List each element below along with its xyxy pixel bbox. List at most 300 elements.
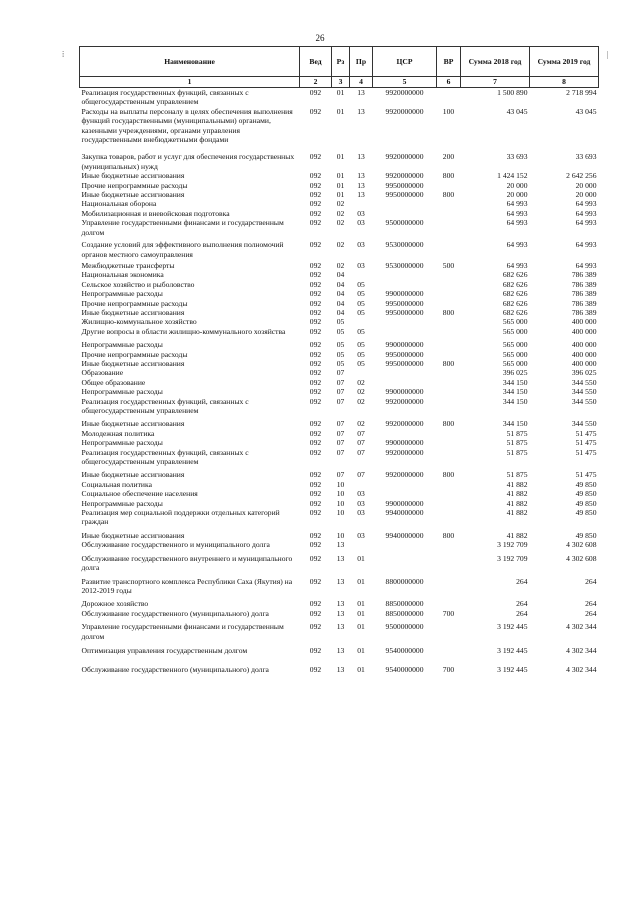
row-sum-2018: 344 150 — [502, 419, 528, 429]
row-rz: 01 — [336, 152, 345, 162]
row-csr — [373, 317, 437, 326]
row-sum-2019: 400 000 — [571, 349, 597, 359]
row-sum-2018: 64 993 — [506, 208, 528, 218]
row-vr — [437, 554, 461, 577]
row-ved: 092 — [309, 260, 322, 270]
table-row — [80, 280, 599, 289]
row-rz: 07 — [336, 387, 345, 397]
row-name: Управление государственными финансами и государственным долгом — [81, 218, 284, 237]
row-csr — [373, 480, 437, 489]
row-csr: 9920000000 — [385, 396, 424, 406]
row-ved: 092 — [309, 279, 322, 289]
row-vr — [437, 218, 461, 240]
column-number: 5 — [373, 77, 437, 88]
row-vr — [437, 540, 461, 553]
row-sum-2018: 344 150 — [502, 377, 528, 387]
row-name: Расходы на выплаты персоналу в целях обеспечения выполнения функций государственными (муниципальными) органами, казенными учреждениями, органами управления государственными внебюджетными фондами — [81, 106, 293, 145]
row-csr: 9900000000 — [385, 289, 424, 299]
row-name: Реализация государственных функций, связанных с общегосударственным управлением — [81, 88, 249, 107]
row-sum-2019: 64 993 — [575, 208, 597, 218]
table-row — [80, 88, 599, 107]
row-rz: 13 — [336, 622, 345, 632]
row-rz: 13 — [336, 599, 345, 609]
row-pr: 13 — [357, 180, 365, 190]
table-row — [80, 429, 599, 438]
row-pr: 02 — [357, 419, 365, 429]
row-vr — [437, 499, 461, 508]
row-ved: 092 — [309, 199, 322, 209]
row-ved: 092 — [309, 428, 322, 438]
table-row — [80, 378, 599, 387]
row-pr: 01 — [357, 622, 365, 632]
row-vr: 800 — [442, 171, 455, 181]
row-sum-2019: 786 389 — [571, 289, 597, 299]
table-row — [80, 317, 599, 326]
table-row — [80, 540, 599, 553]
row-ved: 092 — [309, 599, 322, 609]
row-name: Оптимизация управления государственным долгом — [81, 645, 248, 655]
row-vr — [437, 240, 461, 261]
row-ved: 092 — [309, 479, 322, 489]
table-row — [80, 577, 599, 600]
column-number: 7 — [461, 77, 530, 88]
row-pr: 13 — [357, 190, 365, 200]
row-csr: 8850000000 — [385, 599, 424, 609]
row-rz: 05 — [336, 340, 345, 350]
row-name: Социальная политика — [81, 479, 152, 489]
row-csr: 9540000000 — [385, 645, 424, 655]
row-vr: 800 — [442, 190, 455, 200]
row-csr: 9950000000 — [385, 307, 424, 317]
row-name: Прочие непрограммные расходы — [81, 180, 188, 190]
row-ved: 092 — [309, 208, 322, 218]
row-ved: 092 — [309, 508, 322, 518]
row-ved: 092 — [309, 540, 322, 550]
row-name: Непрограммные расходы — [81, 289, 163, 299]
row-ved: 092 — [309, 419, 322, 429]
row-sum-2018: 264 — [516, 608, 528, 618]
row-vr: 200 — [442, 152, 455, 162]
row-vr — [437, 480, 461, 489]
row-sum-2019: 4 302 608 — [566, 540, 597, 550]
row-csr — [373, 489, 437, 498]
table-row — [80, 152, 599, 171]
row-rz: 04 — [336, 279, 345, 289]
row-csr — [373, 368, 437, 377]
row-sum-2018: 51 875 — [506, 428, 528, 438]
row-vr — [437, 438, 461, 447]
row-pr: 03 — [357, 218, 365, 228]
table-row — [80, 190, 599, 199]
row-rz: 02 — [336, 218, 345, 228]
row-csr: 9900000000 — [385, 340, 424, 350]
row-sum-2018: 64 993 — [506, 218, 528, 228]
row-ved: 092 — [309, 645, 322, 655]
row-name: Иные бюджетные ассигнования — [81, 419, 185, 429]
row-vr — [437, 577, 461, 600]
row-ved: 092 — [309, 317, 322, 327]
row-rz: 07 — [336, 419, 345, 429]
row-rz: 07 — [336, 428, 345, 438]
row-sum-2018: 344 150 — [502, 396, 528, 406]
row-pr: 05 — [357, 279, 365, 289]
table-row — [80, 646, 599, 665]
row-csr: 8800000000 — [385, 576, 424, 586]
row-sum-2018: 565 000 — [502, 326, 528, 336]
row-sum-2019: 49 850 — [575, 479, 597, 489]
row-sum-2018: 41 882 — [506, 479, 528, 489]
row-sum-2018: 1 500 890 — [497, 88, 528, 97]
row-rz: 07 — [336, 396, 345, 406]
row-rz: 10 — [336, 479, 345, 489]
row-csr: 9500000000 — [385, 622, 424, 632]
column-number: 2 — [300, 77, 332, 88]
table-row — [80, 218, 599, 240]
row-name: Иные бюджетные ассигнования — [81, 470, 185, 480]
row-sum-2018: 64 993 — [506, 240, 528, 250]
row-sum-2019: 51 475 — [575, 470, 597, 480]
row-vr — [437, 429, 461, 438]
row-sum-2018: 51 875 — [506, 447, 528, 457]
table-row — [80, 531, 599, 540]
table-body — [80, 88, 599, 675]
row-csr: 9540000000 — [385, 665, 424, 675]
table-row — [80, 387, 599, 396]
row-sum-2019: 33 693 — [575, 152, 597, 162]
row-rz: 04 — [336, 270, 345, 280]
row-sum-2019: 264 — [585, 599, 597, 609]
table-row — [80, 489, 599, 498]
row-pr: 05 — [357, 298, 365, 308]
row-ved: 092 — [309, 298, 322, 308]
row-vr — [437, 378, 461, 387]
table-row — [80, 480, 599, 489]
row-sum-2018: 64 993 — [506, 260, 528, 270]
column-number: 8 — [530, 77, 599, 88]
budget-table — [79, 46, 599, 675]
row-csr: 9900000000 — [385, 438, 424, 448]
column-header: ВР — [437, 47, 461, 77]
row-sum-2019: 49 850 — [575, 498, 597, 508]
row-sum-2019: 51 475 — [575, 447, 597, 457]
row-csr: 9940000000 — [385, 530, 424, 540]
row-ved: 092 — [309, 608, 322, 618]
row-csr — [373, 378, 437, 387]
row-ved: 092 — [309, 289, 322, 299]
row-pr: 05 — [357, 340, 365, 350]
row-vr — [437, 448, 461, 471]
row-pr — [350, 317, 373, 326]
row-name: Общее образование — [81, 377, 146, 387]
column-header: Вед — [300, 47, 332, 77]
row-ved: 092 — [309, 553, 322, 563]
row-rz: 01 — [336, 180, 345, 190]
row-sum-2019: 4 302 608 — [566, 553, 597, 563]
row-rz: 04 — [336, 289, 345, 299]
row-vr — [437, 289, 461, 298]
row-csr: 9950000000 — [385, 349, 424, 359]
row-sum-2018: 682 626 — [502, 279, 528, 289]
row-rz: 01 — [336, 88, 345, 97]
table-row — [80, 327, 599, 340]
row-rz: 13 — [336, 540, 345, 550]
row-pr: 01 — [357, 645, 365, 655]
row-ved: 092 — [309, 377, 322, 387]
row-sum-2019: 264 — [585, 608, 597, 618]
row-sum-2018: 33 693 — [506, 152, 528, 162]
row-name: Жилищно-коммунальное хозяйство — [81, 317, 197, 327]
row-sum-2019: 400 000 — [571, 358, 597, 368]
row-rz: 01 — [336, 106, 345, 116]
row-vr — [437, 327, 461, 340]
row-vr — [437, 622, 461, 646]
row-ved: 092 — [309, 396, 322, 406]
row-rz: 07 — [336, 368, 345, 378]
row-pr: 01 — [357, 608, 365, 618]
row-vr — [437, 387, 461, 396]
row-sum-2018: 3 192 709 — [497, 540, 528, 550]
row-sum-2018: 41 882 — [506, 508, 528, 518]
row-csr: 9530000000 — [385, 260, 424, 270]
row-ved: 092 — [309, 368, 322, 378]
row-pr — [350, 199, 373, 208]
row-name: Непрограммные расходы — [81, 387, 163, 397]
row-sum-2018: 20 000 — [506, 180, 528, 190]
table-row — [80, 209, 599, 218]
table-row — [80, 448, 599, 471]
row-csr: 9950000000 — [385, 190, 424, 200]
column-number-row — [80, 77, 599, 88]
scan-mark: | — [607, 50, 609, 59]
row-sum-2019: 4 302 344 — [566, 645, 597, 655]
table-row — [80, 107, 599, 153]
row-pr: 05 — [357, 326, 365, 336]
row-pr: 02 — [357, 387, 365, 397]
row-rz: 05 — [336, 358, 345, 368]
row-pr: 13 — [357, 152, 365, 162]
row-rz: 01 — [336, 171, 345, 181]
row-name: Прочие непрограммные расходы — [81, 349, 188, 359]
row-sum-2019: 49 850 — [575, 508, 597, 518]
row-vr — [437, 368, 461, 377]
row-vr — [437, 270, 461, 279]
row-name: Дорожное хозяйство — [81, 599, 149, 609]
row-rz: 01 — [336, 190, 345, 200]
row-pr: 01 — [357, 553, 365, 563]
row-rz: 04 — [336, 298, 345, 308]
column-header: Наименование — [80, 47, 300, 77]
row-sum-2018: 3 192 445 — [497, 645, 528, 655]
row-name: Национальная оборона — [81, 199, 157, 209]
row-ved: 092 — [309, 152, 322, 162]
row-sum-2018: 565 000 — [502, 358, 528, 368]
row-vr — [437, 646, 461, 665]
row-name: Иные бюджетные ассигнования — [81, 190, 185, 200]
row-rz: 13 — [336, 553, 345, 563]
row-pr: 05 — [357, 307, 365, 317]
row-name: Образование — [81, 368, 124, 378]
row-name: Непрограммные расходы — [81, 498, 163, 508]
row-vr — [437, 280, 461, 289]
row-sum-2019: 51 475 — [575, 438, 597, 448]
row-name: Социальное обеспечение населения — [81, 489, 198, 499]
row-sum-2019: 344 550 — [571, 377, 597, 387]
row-name: Управление государственными финансами и государственным долгом — [81, 622, 284, 641]
table-row — [80, 171, 599, 180]
row-csr: 9900000000 — [385, 498, 424, 508]
row-sum-2018: 264 — [516, 576, 528, 586]
row-rz: 10 — [336, 498, 345, 508]
row-csr — [373, 540, 437, 553]
row-rz: 10 — [336, 508, 345, 518]
row-name: Обслуживание государственного и муниципального долга — [81, 540, 270, 550]
row-csr — [373, 280, 437, 289]
row-name: Реализация государственных функций, связанных с общегосударственным управлением — [81, 447, 249, 467]
row-vr — [437, 199, 461, 208]
row-csr: 9950000000 — [385, 180, 424, 190]
table-row — [80, 397, 599, 420]
row-sum-2019: 786 389 — [571, 298, 597, 308]
row-sum-2018: 1 424 152 — [497, 171, 528, 181]
row-sum-2018: 51 875 — [506, 470, 528, 480]
row-name: Другие вопросы в области жилищно-коммунального хозяйства — [81, 326, 286, 336]
row-vr: 800 — [442, 307, 455, 317]
row-sum-2019: 786 389 — [571, 279, 597, 289]
row-rz: 13 — [336, 576, 345, 586]
row-sum-2019: 400 000 — [571, 326, 597, 336]
row-ved: 092 — [309, 665, 322, 675]
table-row — [80, 289, 599, 298]
row-pr: 05 — [357, 289, 365, 299]
row-ved: 092 — [309, 530, 322, 540]
row-sum-2019: 20 000 — [575, 180, 597, 190]
table-row — [80, 622, 599, 646]
row-name: Прочие непрограммные расходы — [81, 298, 188, 308]
row-name: Иные бюджетные ассигнования — [81, 171, 185, 181]
row-pr: 03 — [357, 508, 365, 518]
table-row — [80, 359, 599, 368]
row-ved: 092 — [309, 340, 322, 350]
row-csr: 9530000000 — [385, 240, 424, 250]
row-pr: 13 — [357, 106, 365, 116]
row-ved: 092 — [309, 438, 322, 448]
row-sum-2018: 64 993 — [506, 199, 528, 209]
row-rz: 02 — [336, 260, 345, 270]
table-row — [80, 270, 599, 279]
row-pr — [350, 540, 373, 553]
table-row — [80, 299, 599, 308]
row-name: Реализация государственных функций, связанных с общегосударственным управлением — [81, 396, 249, 415]
row-csr: 9950000000 — [385, 298, 424, 308]
column-number: 1 — [80, 77, 300, 88]
table-row — [80, 470, 599, 479]
row-sum-2018: 41 882 — [506, 489, 528, 499]
row-ved: 092 — [309, 498, 322, 508]
row-pr: 07 — [357, 428, 365, 438]
row-csr: 9920000000 — [385, 171, 424, 181]
row-name: Создание условий для эффективного выполнения полномочий органов местного самоуправления — [81, 240, 284, 259]
row-name: Непрограммные расходы — [81, 438, 163, 448]
row-pr: 03 — [357, 530, 365, 540]
row-name: Реализация мер социальной поддержки отдельных категорий граждан — [81, 508, 280, 527]
row-rz: 02 — [336, 199, 345, 209]
table-row — [80, 665, 599, 674]
row-sum-2019: 64 993 — [575, 260, 597, 270]
row-vr — [437, 209, 461, 218]
row-sum-2018: 51 875 — [506, 438, 528, 448]
row-ved: 092 — [309, 240, 322, 250]
row-ved: 092 — [309, 88, 322, 97]
row-csr: 9950000000 — [385, 358, 424, 368]
row-vr — [437, 599, 461, 608]
row-vr — [437, 340, 461, 349]
row-csr: 9920000000 — [385, 152, 424, 162]
row-pr: 01 — [357, 599, 365, 609]
row-sum-2018: 682 626 — [502, 298, 528, 308]
row-csr: 9940000000 — [385, 508, 424, 518]
row-vr: 700 — [442, 665, 455, 675]
row-rz: 02 — [336, 240, 345, 250]
row-name: Иные бюджетные ассигнования — [81, 358, 185, 368]
row-ved: 092 — [309, 622, 322, 632]
row-pr: 13 — [357, 88, 365, 97]
row-rz: 13 — [336, 645, 345, 655]
row-sum-2019: 400 000 — [571, 340, 597, 350]
row-sum-2019: 344 550 — [571, 396, 597, 406]
row-csr: 9920000000 — [385, 106, 424, 116]
table-row — [80, 508, 599, 531]
row-sum-2019: 20 000 — [575, 190, 597, 200]
row-ved: 092 — [309, 171, 322, 181]
row-pr: 03 — [357, 489, 365, 499]
table-row — [80, 609, 599, 622]
table-row — [80, 340, 599, 349]
row-sum-2019: 49 850 — [575, 489, 597, 499]
row-pr: 01 — [357, 576, 365, 586]
row-ved: 092 — [309, 270, 322, 280]
row-sum-2019: 64 993 — [575, 218, 597, 228]
row-sum-2019: 786 389 — [571, 270, 597, 280]
column-header: Пр — [350, 47, 373, 77]
table-row — [80, 181, 599, 190]
row-rz: 04 — [336, 307, 345, 317]
row-csr: 9500000000 — [385, 218, 424, 228]
row-vr — [437, 317, 461, 326]
row-vr — [437, 489, 461, 498]
row-name: Обслуживание государственного (муниципального) долга — [81, 665, 269, 675]
row-sum-2018: 264 — [516, 599, 528, 609]
column-number: 3 — [332, 77, 350, 88]
row-ved: 092 — [309, 447, 322, 457]
row-sum-2019: 51 475 — [575, 428, 597, 438]
row-pr: 03 — [357, 260, 365, 270]
row-sum-2019: 400 000 — [571, 317, 597, 327]
column-header: ЦСР — [373, 47, 437, 77]
column-header: Сумма 2019 год — [530, 47, 599, 77]
row-name: Обслуживание государственного внутреннего и муниципального долга — [81, 553, 293, 573]
row-vr: 800 — [442, 419, 455, 429]
row-csr: 9920000000 — [385, 419, 424, 429]
row-sum-2018: 396 025 — [502, 368, 528, 378]
row-rz: 10 — [336, 489, 345, 499]
row-pr: 05 — [357, 358, 365, 368]
row-sum-2018: 565 000 — [502, 340, 528, 350]
row-name: Национальная экономика — [81, 270, 164, 280]
row-name: Мобилизационная и вневойсковая подготовка — [81, 208, 230, 218]
row-sum-2018: 43 045 — [506, 106, 528, 116]
row-csr: 8850000000 — [385, 608, 424, 618]
table-row — [80, 240, 599, 261]
